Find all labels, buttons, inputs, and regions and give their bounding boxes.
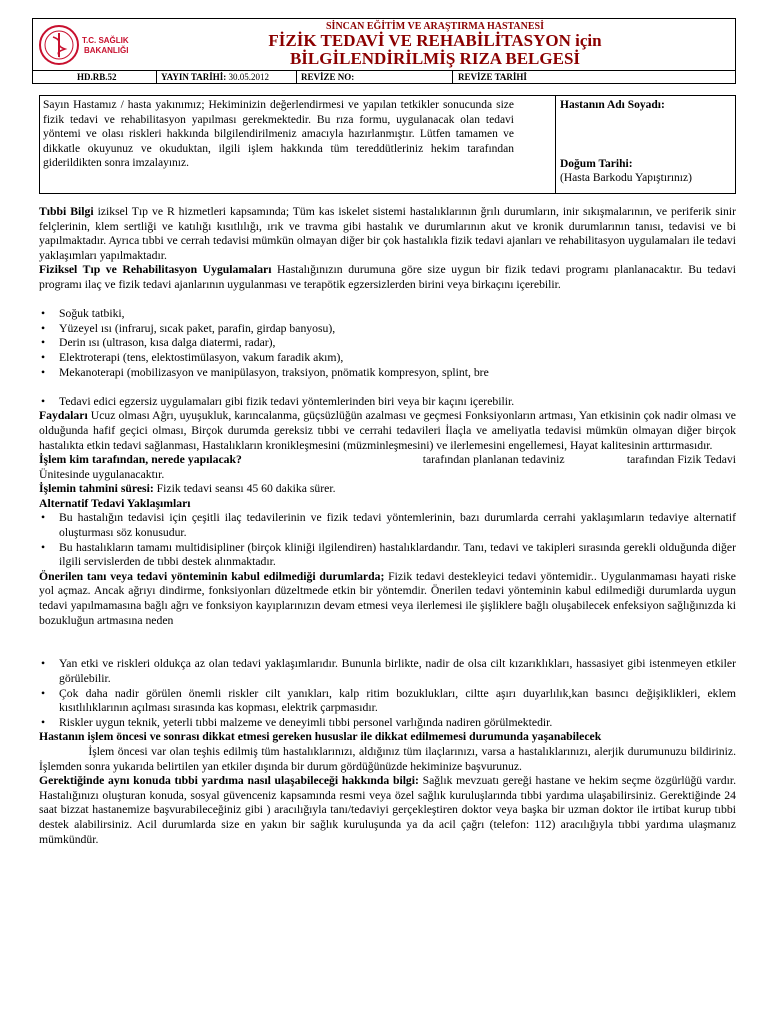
medical-help-title: Gerektiğinde aynı konuda tıbbi yardıma nasıl ulaşabileceği hakkında bilgi: bbox=[39, 774, 419, 788]
logo-line-2: BAKANLIĞI bbox=[84, 46, 129, 55]
patient-precautions-title: Hastanın işlem öncesi ve sonrası dikkat etmesi gereken hususlar ile dikkat edilmemesi durumunda yaşanabilecek bbox=[39, 730, 602, 744]
document-code: HD.RB.52 bbox=[77, 72, 117, 82]
list-item: • Soğuk tatbiki, bbox=[59, 307, 736, 322]
document-meta-row bbox=[32, 71, 736, 84]
patient-precautions-paragraph: Hastanın işlem öncesi ve sonrası dikkat etmesi gereken hususlar ile dikkat edilmemesi durumunda yaşanabilecek İşlem öncesi var olan teşhis edilmiş tüm hastalıklarınızı, aldığınız tüm ilaçlarınızı, varsa a hastalıklarınızı, alerjik durumunuzu bildiriniz. İşlemden sonra yukarıda belirtilen yan etkiler dışında bir durum gördüğünüzde hekiminize başvurunuz. bbox=[39, 730, 739, 773]
hospital-name: SİNCAN EĞİTİM VE ARAŞTIRMA HASTANESİ bbox=[325, 21, 544, 32]
list-item: • Çok daha nadir görülen önemli riskler cilt yanıkları, kalp ritim bozuklukları, ciltte aşırı duyarlılık,kan basıncı değişiklikleri, eklem kısıtlılıklarının açılması sırasında kas kopması, elektrik çarpmasıdır. bbox=[59, 687, 736, 716]
treatment-methods-list bbox=[39, 307, 736, 380]
applications-title: Fiziksel Tıp ve Rehabilitasyon Uygulamaları bbox=[39, 263, 272, 277]
birth-date-label: Doğum Tarihi: bbox=[560, 157, 633, 170]
duration-paragraph: İşlemin tahmini süresi: Fizik tedavi seansı 45 60 dakika sürer. bbox=[39, 482, 336, 496]
patient-name-label: Hastanın Adı Soyadı: bbox=[560, 99, 665, 111]
applications-paragraph: Fiziksel Tıp ve Rehabilitasyon Uygulamaları Hastalığınızın durumuna göre size uygun bir fizik tedavi programı planlanacaktır. Bu tedavi programı ilaç ve fizik tedavi ajanlarının uygulanması ve terapötik egzersizlerden birini veya birkaçını içerebilir. bbox=[39, 263, 736, 291]
benefits-title: Faydaları bbox=[39, 409, 88, 423]
publication-date bbox=[161, 71, 269, 83]
revision-date-label: REVİZE TARİHİ bbox=[458, 72, 527, 82]
list-item: • Tedavi edici egzersiz uygulamaları gibi fizik tedavi yöntemlerinden biri veya bir kaçını içerebilir. bbox=[59, 395, 736, 410]
exercise-list bbox=[39, 395, 736, 410]
medical-help-paragraph: Gerektiğinde aynı konuda tıbbi yardıma nasıl ulaşabileceği hakkında bilgi: Sağlık mevzuatı gereği hastane ve hekim seçme özgürlüğü vardır. Hastalığınızı oluşturan konuda, sosyal güvenceniz kapsamında resmi veya özel sağlık kuruluşlarında tıbbi yardıma ulaşabilirsiniz. Gerektiğinde 24 saat bizzat hastanemize başvurabileceğiniz gibi ) aracılığıyla tanı/tedaviyi gerçekleştiren doktor veya başka bir uzman doktor ile irtibat kurup tıbbi destek alabilirsiniz. Acil durumlarda size en yakın bir sağlık kuruluşunda ya da acil çağrı (telefon: 112) aracılığıyla tıbbi yardıma ulaşmanız mümkündür. bbox=[39, 774, 736, 846]
publication-date-value: 30.05.2012 bbox=[228, 72, 270, 82]
list-item: • Elektroterapi (tens, elektostimülasyon, vakum faradik akım), bbox=[59, 351, 736, 366]
patient-greeting-text: Sayın Hastamız / hasta yakınımız; Hekiminizin değerlendirmesi ve yapılan tetkikler sonucunda size fizik tedavi ve rehabilitasyon yapılması gerekmektedir. Bu rıza formu, uygulanacak olan tedavi yöntemi ve olası riskleri hakkında bilgilendirilmeniz amacıyla hazırlanmıştır. Lütfen tamamen ve dikkatle okuyunuz ve okuduktan, ilgili işlem hakkında tüm tereddütleriniz hekim tarafından giderildikten sonra imzalayınız. bbox=[43, 99, 514, 169]
revision-number-label: REVİZE NO: bbox=[301, 72, 355, 82]
list-item: • Bu hastalığın tedavisi için çeşitli ilaç tedavilerinin ve fizik tedavi yöntemlerinin, bazı durumlarda cerrahi yaklaşımların tedaviye alternatif oluşturması söz konusudur. bbox=[59, 511, 736, 540]
list-item: • Mekanoterapi (mobilizasyon ve manipülasyon, traksiyon, pnömatik kompresyon, splint, bre bbox=[59, 366, 736, 381]
publication-date-label: YAYIN TARİHİ: bbox=[161, 72, 227, 82]
patient-info-box bbox=[39, 95, 736, 194]
title-line-1: FİZİK TEDAVİ VE REHABİLİTASYON için bbox=[268, 31, 602, 50]
medical-info-title: Tıbbi Bilgi bbox=[39, 205, 94, 218]
risks-list bbox=[39, 657, 736, 730]
medical-info-paragraph: Tıbbi Bilgi iziksel Tıp ve R hizmetleri kapsamında; Tüm kas iskelet sistemi hastalıklarının ğrılı durumların, inir sıkışmalarının, ve periferik sinir felçlerinin, klem sertliği ve katılığı kısıtlılığı, ırık ve travma gibi hastalık ve durumlarının akut ve kronik durumlarının tanısı, tedavisi ve bi yapılmaktadır. Ayrıca tıbbi ve cerrah tedavisi mümkün olmayan diğer bir çok hastalıkla fizik tedavi ajanları ve rehabilitasyon uygulamaları ile tedavi yaklaşımları yapılmaktadır. bbox=[39, 205, 737, 262]
ministry-logo bbox=[37, 23, 133, 67]
benefits-paragraph: Faydaları Ucuz olması Ağrı, uyuşukluk, karıncalanma, güçsüzlüğün azalması ve geçmesi Fonksiyonların artması, Yan etkisinin çok nadir olması ve olduğunda hafif geçici olması, Birçok durumda gereksiz tıbbi ve cerrahi tedavileri İlaçla ve ameliyatla tedavisi mümkün olmayan diğer birçok hastalıkta etkin tedavi sağlanması, Hastalıkların kronikleşmesini (müzminleşmesini) ve ilerlemesini engellemesi, Hayat kalitesinin arttırmasıdır. bbox=[39, 409, 736, 452]
list-item: • Yan etki ve riskleri oldukça az olan tedavi yaklaşımlarıdır. Bununla birlikte, nadir de olsa cilt kızarıklıkları, hassasiyet gibi istenmeyen etkiler görülebilir. bbox=[59, 657, 736, 686]
logo-line-1: T.C. SAĞLIK bbox=[82, 36, 129, 45]
title-line-2: BİLGİLENDİRİLMİŞ RIZA BELGESİ bbox=[289, 49, 581, 68]
document-body bbox=[39, 205, 739, 847]
list-item: • Bu hastalıkların tamamı multidisipliner (birçok kliniği ilgilendiren) hastalıklardandır. Tanı, tedavi ve takipleri sırasında gerekli olduğunda diğer ilgili servislerden de tıbbi destek alınmaktadır. bbox=[59, 541, 736, 570]
list-item: • Derin ısı (ultrason, kısa dalga diatermi, radar), bbox=[59, 336, 736, 351]
who-where-paragraph: İşlem kim tarafından, nerede yapılacak? tarafından planlanan tedaviniz tarafından Fizik Tedavi Ünitesinde uygulanacaktır. bbox=[39, 453, 739, 481]
list-item: • Riskler uygun teknik, yeterli tıbbi malzeme ve deneyimli tıbbi personel varlığında nadiren görülmektedir. bbox=[59, 716, 736, 731]
alternatives-list bbox=[39, 511, 736, 569]
who-where-title: İşlem kim tarafından, nerede yapılacak? bbox=[39, 453, 242, 467]
barcode-note: (Hasta Barkodu Yapıştırınız) bbox=[560, 172, 692, 184]
alternatives-title: Alternatif Tedavi Yaklaşımları bbox=[39, 496, 191, 510]
refusal-title: Önerilen tanı veya tedavi yönteminin kabul edilmediği durumlarda; bbox=[39, 569, 385, 583]
document-header bbox=[32, 18, 736, 71]
duration-title: İşlemin tahmini süresi: bbox=[39, 482, 154, 496]
list-item: • Yüzeyel ısı (infraruj, sıcak paket, parafin, girdap banyosu), bbox=[59, 322, 736, 337]
refusal-paragraph: Önerilen tanı veya tedavi yönteminin kabul edilmediği durumlarda; Fizik tedavi destekleyici tedavi yöntemidir.. Uygulanmaması hayati riske yol açmaz. Ancak ağrıyı dindirme, fonksiyonları düzeltmede etkin bir yöntemdir. Önerilen tedavi yönteminin kabul edilmediği durumlarda uygun tedavi yapılmamasına bağlı ağrı ve fonksiyon kayıplarınızın devam etmesi veya ilerlemesi ile şişliklere bağlı oluşabilecek enfeksiyon sağlığınızda ki bozukluğun artmasına neden bbox=[39, 569, 736, 627]
